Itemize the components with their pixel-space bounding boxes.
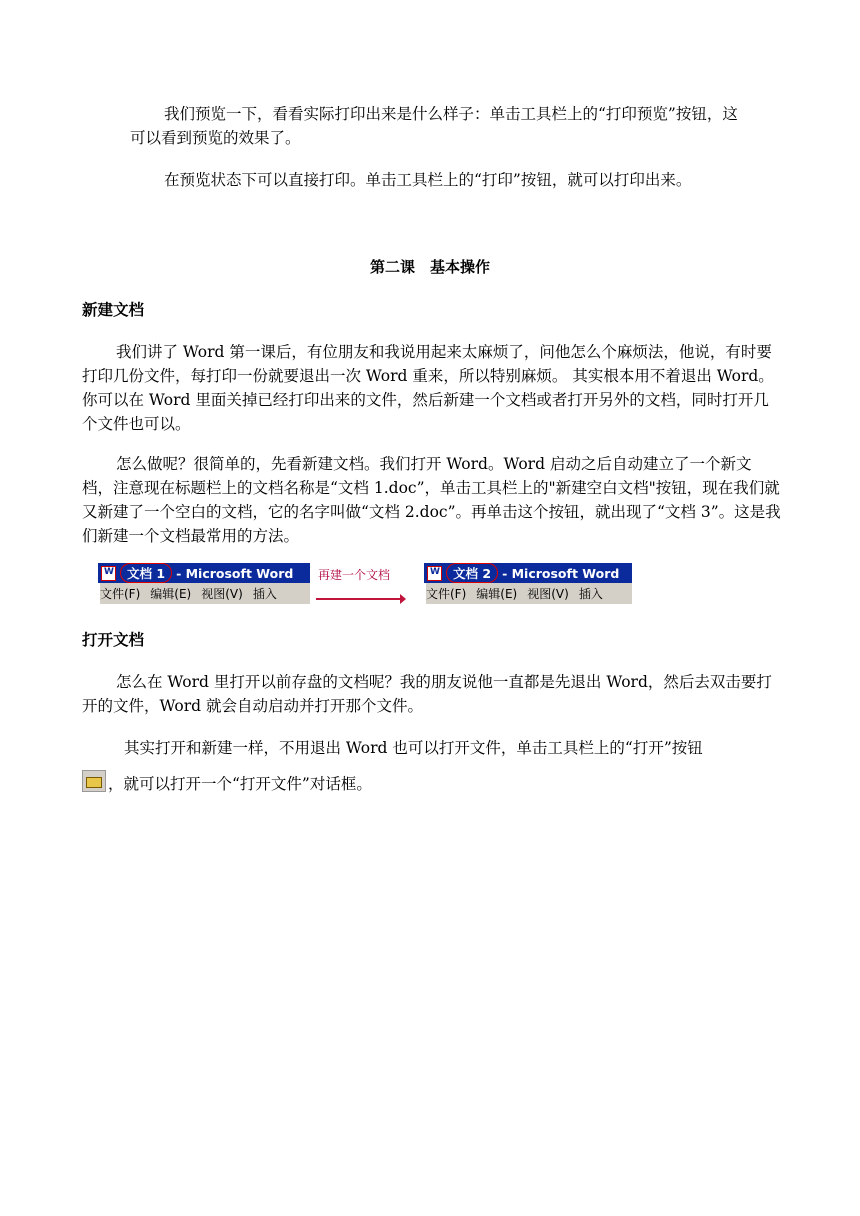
app-title-right: - Microsoft Word [502,565,620,581]
lesson-title: 第二课 基本操作 [369,258,490,276]
menu-edit: 编辑(E) [476,587,518,601]
menubar-left [98,583,310,604]
doc-name-right: 文档 2 [446,563,498,583]
titlebar-left [98,563,310,583]
word-window-left [98,563,310,604]
menu-file: 文件(F) [426,587,467,601]
doc-name-left: 文档 1 [120,563,172,583]
new-doc-paragraph-1: 我们讲了 Word 第一课后，有位朋友和我说用起来太麻烦了，问他怎么个麻烦法，他说，有时要打印几份文件，每打印一份就要退出一次 Word 重来，所以特别麻烦。 其实根本用不着退出 Word。你可以在 Word 里面关掉已经打印出来的文件，然后新建一个文档或者打开另外的文档，同时打开几个文件也可以。 [82,343,774,433]
app-title-left: - Microsoft Word [176,565,294,581]
open-folder-icon [82,770,106,792]
section-heading-open: 打开文档 [82,631,145,649]
menubar-right [424,583,632,604]
menu-edit: 编辑(E) [150,587,192,601]
menu-view: 视图(V) [201,587,243,601]
open-doc-text: ，就可以打开一个“打开文件”对话框。 [108,775,372,793]
menu-insert: 插入 [578,587,603,601]
titlebar-right [424,563,632,583]
preview-paragraph: 我们预览一下，看看实际打印出来是什么样子：单击工具栏上的“打印预览”按钮，这可以看到预览的效果了。 [130,105,738,147]
open-doc-paragraph-2: 其实打开和新建一样，不用退出 Word 也可以打开文件，单击工具栏上的“打开”按钮 [124,739,703,757]
word-window-right [424,563,632,604]
menu-view: 视图(V) [527,587,569,601]
print-paragraph: 在预览状态下可以直接打印。单击工具栏上的“打印”按钮，就可以打印出来。 [164,171,692,189]
right-arrow-icon [314,590,406,606]
new-doc-paragraph-2: 怎么做呢？很简单的，先看新建文档。我们打开 Word。Word 启动之后自动建立了一个新文档，注意现在标题栏上的文档名称是“文档 1.doc”，单击工具栏上的"新建空白文档"按钮，现在我们就又新建了一个空白的文档，它的名字叫做“文档 2.doc”。再单击这个按钮，就出现了“文档 3”。这是我们新建一个文档最常用的方法。 [82,455,781,545]
menu-file: 文件(F) [100,587,141,601]
word-doc-icon [101,566,116,581]
arrow-label: 再建一个文档 [318,568,391,582]
open-doc-paragraph-2-cont [82,770,782,796]
section-heading-new: 新建文档 [82,301,145,319]
word-doc-icon [427,566,442,581]
open-doc-paragraph-1: 怎么在 Word 里打开以前存盘的文档呢？我的朋友说他一直都是先退出 Word，然后去双击要打开的文件，Word 就会自动启动并打开那个文件。 [82,673,772,715]
menu-insert: 插入 [252,587,277,601]
